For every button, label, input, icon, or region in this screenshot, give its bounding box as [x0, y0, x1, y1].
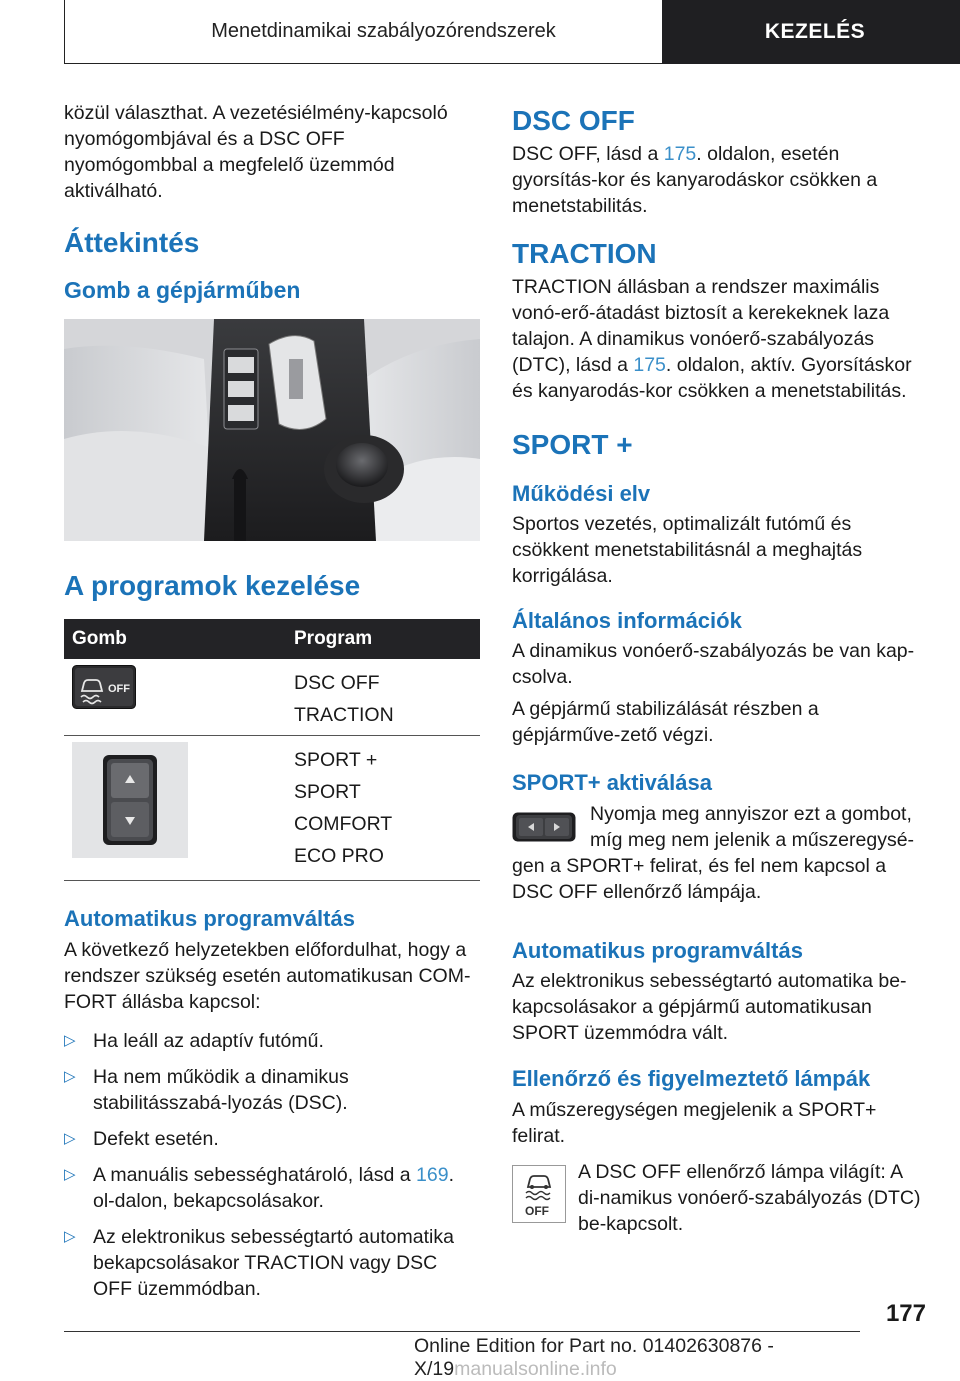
table-row [64, 659, 480, 736]
section-title: KEZELÉS [764, 20, 866, 43]
heading-sport-plus: SPORT + [512, 429, 633, 460]
general-text-1: A dinamikus vonóerő-szabályozás be van kap‐csolva. [512, 640, 915, 688]
activation-block [512, 801, 926, 853]
right-column [512, 100, 926, 1239]
column-header-program: Program [284, 619, 480, 659]
program-traction: TRACTION [294, 704, 394, 726]
page-number: 177 [885, 1300, 926, 1327]
principle-text: Sportos vezetés, optimalizált futómű és csökkent menetstabilitásnál a meghajtás korrigálása. [512, 513, 863, 587]
heading-indicator-lamps: Ellenőrző és figyelmeztető lámpák [512, 1066, 871, 1091]
page-link-175[interactable]: 175 [663, 143, 697, 165]
watermark: manualsonline.info [454, 1358, 617, 1380]
lamp-block [512, 1159, 926, 1239]
lamp-description: A DSC OFF ellenőrző lámpa világít: A di‐namikus vonóerő-szabályozás (DTC) be‐kapcsolt. [578, 1161, 921, 1235]
section-tab [662, 0, 960, 64]
heading-general-info: Általános információk [512, 608, 742, 633]
lamps-text: A műszeregységen megjelenik a SPORT+ felirat. [512, 1099, 877, 1147]
program-cell [284, 659, 480, 736]
chapter-title: Menetdinamikai szabályozórendszerek [211, 20, 556, 42]
program-dsc-off: DSC OFF [294, 672, 380, 694]
list-item: ▷ Ha leáll az adaptív futómű. [64, 1030, 324, 1052]
triangle-bullet-icon: ▷ [64, 1228, 76, 1245]
footer-edition: Online Edition for Part no. 01402630876 - X/19manualsonline.info [414, 1335, 774, 1380]
automatic-switch-2-text: Az elektronikus sebességtartó automatika be‐kapcsolásakor a gépjármű automatikusan SPORT üzemmódra vált. [512, 970, 907, 1044]
program-table [64, 619, 480, 881]
triangle-bullet-icon: ▷ [64, 1068, 76, 1085]
button-cell [64, 659, 284, 736]
rocker-switch-icon [72, 742, 188, 858]
traction-text: TRACTION állásban a rendszer maximális vonó‐erő-átadást biztosít a kerekeknek laza talajon. A dinamikus vonóerő-szabályozás (DTC), lásd a 175. oldalon, aktív. Gyorsításkor és kanyarodás‐kor csökken a menetstabilitás. [512, 276, 912, 402]
automatic-switch-list [64, 1028, 480, 1302]
program-eco-pro: ECO PRO [294, 845, 384, 867]
page-link-175[interactable]: 175 [633, 354, 666, 376]
activation-text-1: Nyomja meg annyiszor ezt a gombot, míg meg nem jelenik a műszeregysé‐ [590, 803, 915, 851]
list-item: ▷ Defekt esetén. [64, 1128, 219, 1150]
dsc-icon-label: OFF [108, 683, 130, 695]
chapter-title-box [64, 0, 662, 64]
program-cell [284, 736, 480, 881]
program-comfort: COMFORT [294, 813, 393, 835]
triangle-bullet-icon: ▷ [64, 1032, 76, 1049]
intro-paragraph: közül választhat. A vezetésiélmény-kapcsoló nyomógombjával és a DSC OFF nyomógombbal a megfelelő üzemmód aktiválható. [64, 102, 448, 202]
button-cell [64, 736, 284, 881]
list-item: ▷ Ha nem működik a dinamikus stabilitásszabá‐lyozás (DSC). [64, 1066, 349, 1114]
left-column [64, 100, 480, 1312]
heading-button-in-vehicle: Gomb a gépjárműben [64, 277, 301, 303]
center-console-photo [64, 319, 480, 541]
dsc-off-lamp-icon [512, 1165, 566, 1223]
activation-text-2: gen a SPORT+ felirat, és fel nem kapcsol a DSC OFF ellenőrző lámpája. [512, 855, 887, 903]
triangle-bullet-icon: ▷ [64, 1130, 76, 1147]
lamp-icon-label: OFF [525, 1204, 549, 1218]
heading-dsc-off: DSC OFF [512, 105, 635, 136]
table-row [64, 736, 480, 881]
column-header-button: Gomb [64, 619, 284, 659]
center-console-illustration [64, 319, 480, 541]
rocker-switch-small-icon [512, 812, 576, 842]
heading-automatic-switch-2: Automatikus programváltás [512, 938, 803, 963]
heading-sport-plus-activation: SPORT+ aktiválása [512, 770, 712, 795]
program-sport-plus: SPORT + [294, 749, 378, 771]
list-item: ▷ Az elektronikus sebességtartó automatika bekapcsolásakor TRACTION vagy DSC OFF üzemmódban. [64, 1226, 454, 1300]
page-link-169[interactable]: 169 [416, 1164, 449, 1186]
automatic-switch-text: A következő helyzetekben előfordulhat, hogy a rendszer szükség esetén automatikusan COM‐FORT állásba kapcsol: [64, 939, 471, 1013]
heading-overview: Áttekintés [64, 227, 200, 258]
heading-automatic-switch: Automatikus programváltás [64, 906, 355, 931]
triangle-bullet-icon: ▷ [64, 1166, 76, 1183]
program-table-header [64, 619, 480, 659]
footer-divider [64, 1331, 860, 1332]
heading-operating-programs: A programok kezelése [64, 570, 361, 601]
heading-traction: TRACTION [512, 238, 657, 269]
page-header [64, 0, 960, 64]
heading-operating-principle: Működési elv [512, 481, 651, 506]
program-sport: SPORT [294, 781, 361, 803]
dsc-off-text: DSC OFF, lásd a 175. oldalon, esetén gyorsítás‐kor és kanyarodáskor csökken a menetstabilitás. [512, 143, 878, 217]
general-text-2: A gépjármű stabilizálását részben a gépjárműve‐zető végzi. [512, 698, 819, 746]
dsc-off-button-icon [72, 665, 136, 709]
list-item: ▷ A manuális sebességhatároló, lásd a 169. ol‐dalon, bekapcsolásakor. [64, 1164, 455, 1212]
